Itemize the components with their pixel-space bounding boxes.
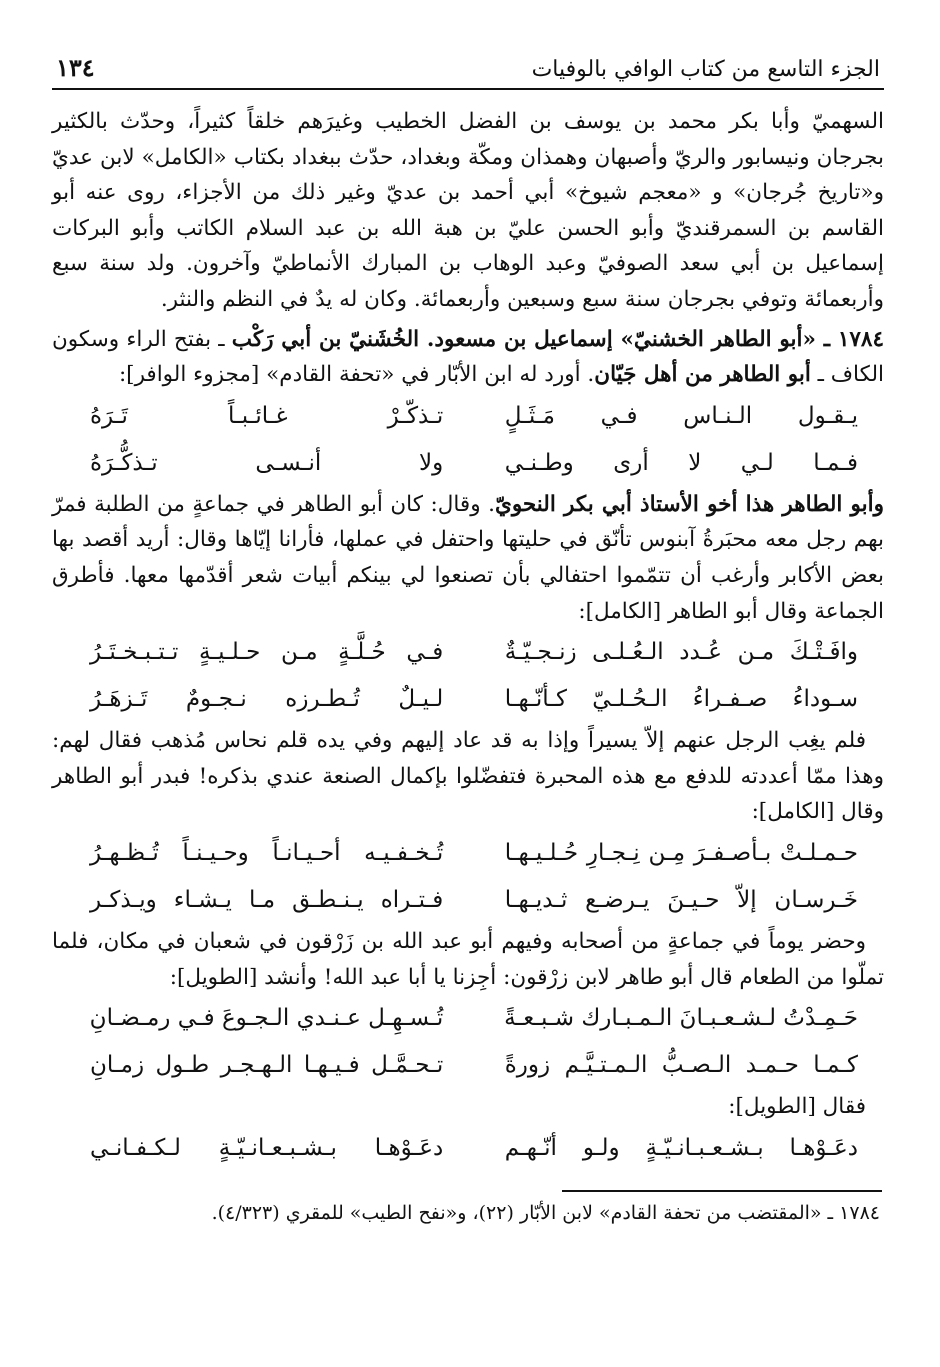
verse-hemistich-right: سـوداءُ صـفـراءُ الـحُـلـيّ كـأنّـهـا xyxy=(504,686,858,713)
entry-bold-2: أبو الطاهر من أهل جَيّان xyxy=(594,362,811,388)
verse-hemistich-right: دعَـوْهـا بـشـعـبـانـيّـةٍ ولـو أنّـهـم xyxy=(504,1134,858,1161)
verse-line xyxy=(52,995,884,1042)
verse-hemistich-left: فـي حُـلَّـةٍ مـن حـلـيـةٍ تـتـبـخـتَـرُ xyxy=(90,639,444,666)
verses-3 xyxy=(52,830,884,924)
entry-text-2: . أورد له ابن الأبّار في «تحفة القادم» [مجزوء الوافر]: xyxy=(118,362,595,388)
verse-hemistich-right: حـمـلـتْ بـأصـفـرَ مِـن نِـجـارِ حُـلـيـهـا xyxy=(504,839,858,866)
paragraph-3: فلم يغِب الرجل عنهم إلاّ يسيراً وإذا به قد عاد إليهم وفي يده قلم نحاس مُذهب فقال لهم: وهذا ممّا أعددته للدفع مع هذه المحبرة فتفضّلوا بإكمال الصنعة عندي بذكره! فبدر أبو الطاهر وقال [الكامل]: xyxy=(52,728,884,825)
paragraph-1: السهميّ وأبا بكر محمد بن يوسف بن الفضل الخطيب وغيرَهم خلقاً كثيراً، وحدّث بالكثير بجرجان ونيسابور والريّ وأصبهان وهمذان ومكّة وبغداد، حدّث ببغداد بكتاب «الكامل» لابن عديّ و«تاريخ جُرجان» و «معجم شيوخ» أبي أحمد بن عديّ وغير ذلك من الأجزاء، روى عنه أبو القاسم بن السمرقنديّ وأبو الحسن عليّ بن هبة الله بن عبد السلام الكاتب وأبو البركات إسماعيل بن أبي سعد الصوفيّ وعبد الوهاب بن المبارك الأنماطيّ وآخرون. ولد سنة سبع وأربعمائة وتوفي بجرجان سنة سبع وسبعين وأربعمائة. وكان له يدٌ في النظم والنثر. xyxy=(52,109,884,312)
verse-hemistich-right: كـمـا حـمـد الـصـبُّ الـمـتـيَّـم زورةً xyxy=(504,1052,858,1079)
entry-text-1: ـ بفتح الراء وسكون الكاف ـ xyxy=(52,326,884,388)
verse-hemistich-left: لـيـلٌ تُـطـرزه نـجـومٌ تَـزهَـرُ xyxy=(90,686,444,713)
verses-1 xyxy=(52,393,884,487)
verse-line xyxy=(52,877,884,924)
page-body xyxy=(52,104,884,1228)
paragraph-5: فقال [الطويل]: xyxy=(728,1094,866,1120)
footnote-divider xyxy=(562,1190,882,1192)
verse-hemistich-right: وافَـتْـكَ مـن عُـدد الـعُـلـى زنـجـيّـةٌ xyxy=(504,639,858,666)
footnote: ١٧٨٤ ـ «المقتضب من تحفة القادم» لابن الأبّار (٢٢)، و«نفح الطيب» للمقري (٤/٣٢٣). xyxy=(211,1201,880,1224)
page-number: ١٣٤ xyxy=(56,53,95,82)
entry-heading: ١٧٨٤ ـ «أبو الطاهر الخشنيّ» إسماعيل بن مسعود. الخُشَنيّ بن أبي رَكْب xyxy=(231,326,885,352)
verse-line xyxy=(52,676,884,723)
verse-hemistich-left: تُـسـهِـل عـنـدي الـجـوعَ فـي رمـضـانِ xyxy=(89,1005,444,1032)
verse-hemistich-right: يـقـول الـنـاس فـي مَـثَـلٍ xyxy=(504,402,858,429)
paragraph-2-bold: وأبو الطاهر هذا أخو الأستاذ أبي بكر النحويّ xyxy=(494,491,884,517)
verses-5 xyxy=(52,1125,884,1172)
verse-line xyxy=(52,1042,884,1089)
paragraph-2-text: . وقال: كان أبو الطاهر في جماعةٍ من الطلبة فمرّ بهم رجل معه محبَرةُ آبنوس تأنّق في حليتها واحتفل في عملها، فأرانا إيّاها وقال: أريد أقصد بها بعض الأكابر وأرغب أن تتمّموا احتفالي بأن تصنعوا لي بينكم أبيات شعر أقدّمها معها. فأطرق الجماعة وقال أبو الطاهر [الكامل]: xyxy=(52,491,884,624)
verse-line xyxy=(52,830,884,877)
verse-hemistich-left: تـذكّـرْ غـائـبـاً تَـرَهُ xyxy=(90,402,444,429)
verse-hemistich-left: تُـخـفـيـه أحـيـانـاً وحـيـنـاً تُـظـهـرُ xyxy=(90,839,444,866)
book-page xyxy=(52,52,884,1228)
verse-hemistich-left: ولا أنـسـى تـذكُّـرَهُ xyxy=(90,449,444,476)
verse-line xyxy=(52,393,884,440)
entry-1784 xyxy=(52,322,884,393)
verse-hemistich-left: تـحـمَّـل فـيـهـا الـهـجـر طـول زمـانِ xyxy=(90,1052,444,1079)
verse-hemistich-right: حَـمِـدْتُ لـشـعـبـانَ الـمـبـارك شـبـعـةً xyxy=(504,1005,858,1032)
verse-hemistich-left: فـتـراه يـنـطـق مـا يـشـاء ويـذكـر xyxy=(90,886,444,913)
verses-4 xyxy=(52,995,884,1089)
verse-hemistich-right: فـمـا لـي لا أرى وطـنـي xyxy=(504,449,858,476)
running-title: الجزء التاسع من كتاب الوافي بالوفيات xyxy=(531,57,880,82)
paragraph-2 xyxy=(52,487,884,629)
verse-line xyxy=(52,629,884,676)
verse-line xyxy=(52,1125,884,1172)
verses-2 xyxy=(52,629,884,723)
paragraph-4: وحضر يوماً في جماعةٍ من أصحابه وفيهم أبو عبد الله بن زَرْقون في شعبان في مكان، فلما تملّوا من الطعام قال أبو طاهر لابن زرْقون: أجِزنا يا أبا عبد الله! وأنشد [الطويل]: xyxy=(52,928,884,990)
page-header xyxy=(52,52,884,90)
verse-hemistich-right: خَـرسـان إلاّ حـيـنَ يـرضـع ثـديـهـا xyxy=(504,886,858,913)
verse-line xyxy=(52,440,884,487)
verse-hemistich-left: دعَـوْهـا بـشـبـعـانـيّـةٍ لـكـفـانـي xyxy=(90,1134,444,1161)
